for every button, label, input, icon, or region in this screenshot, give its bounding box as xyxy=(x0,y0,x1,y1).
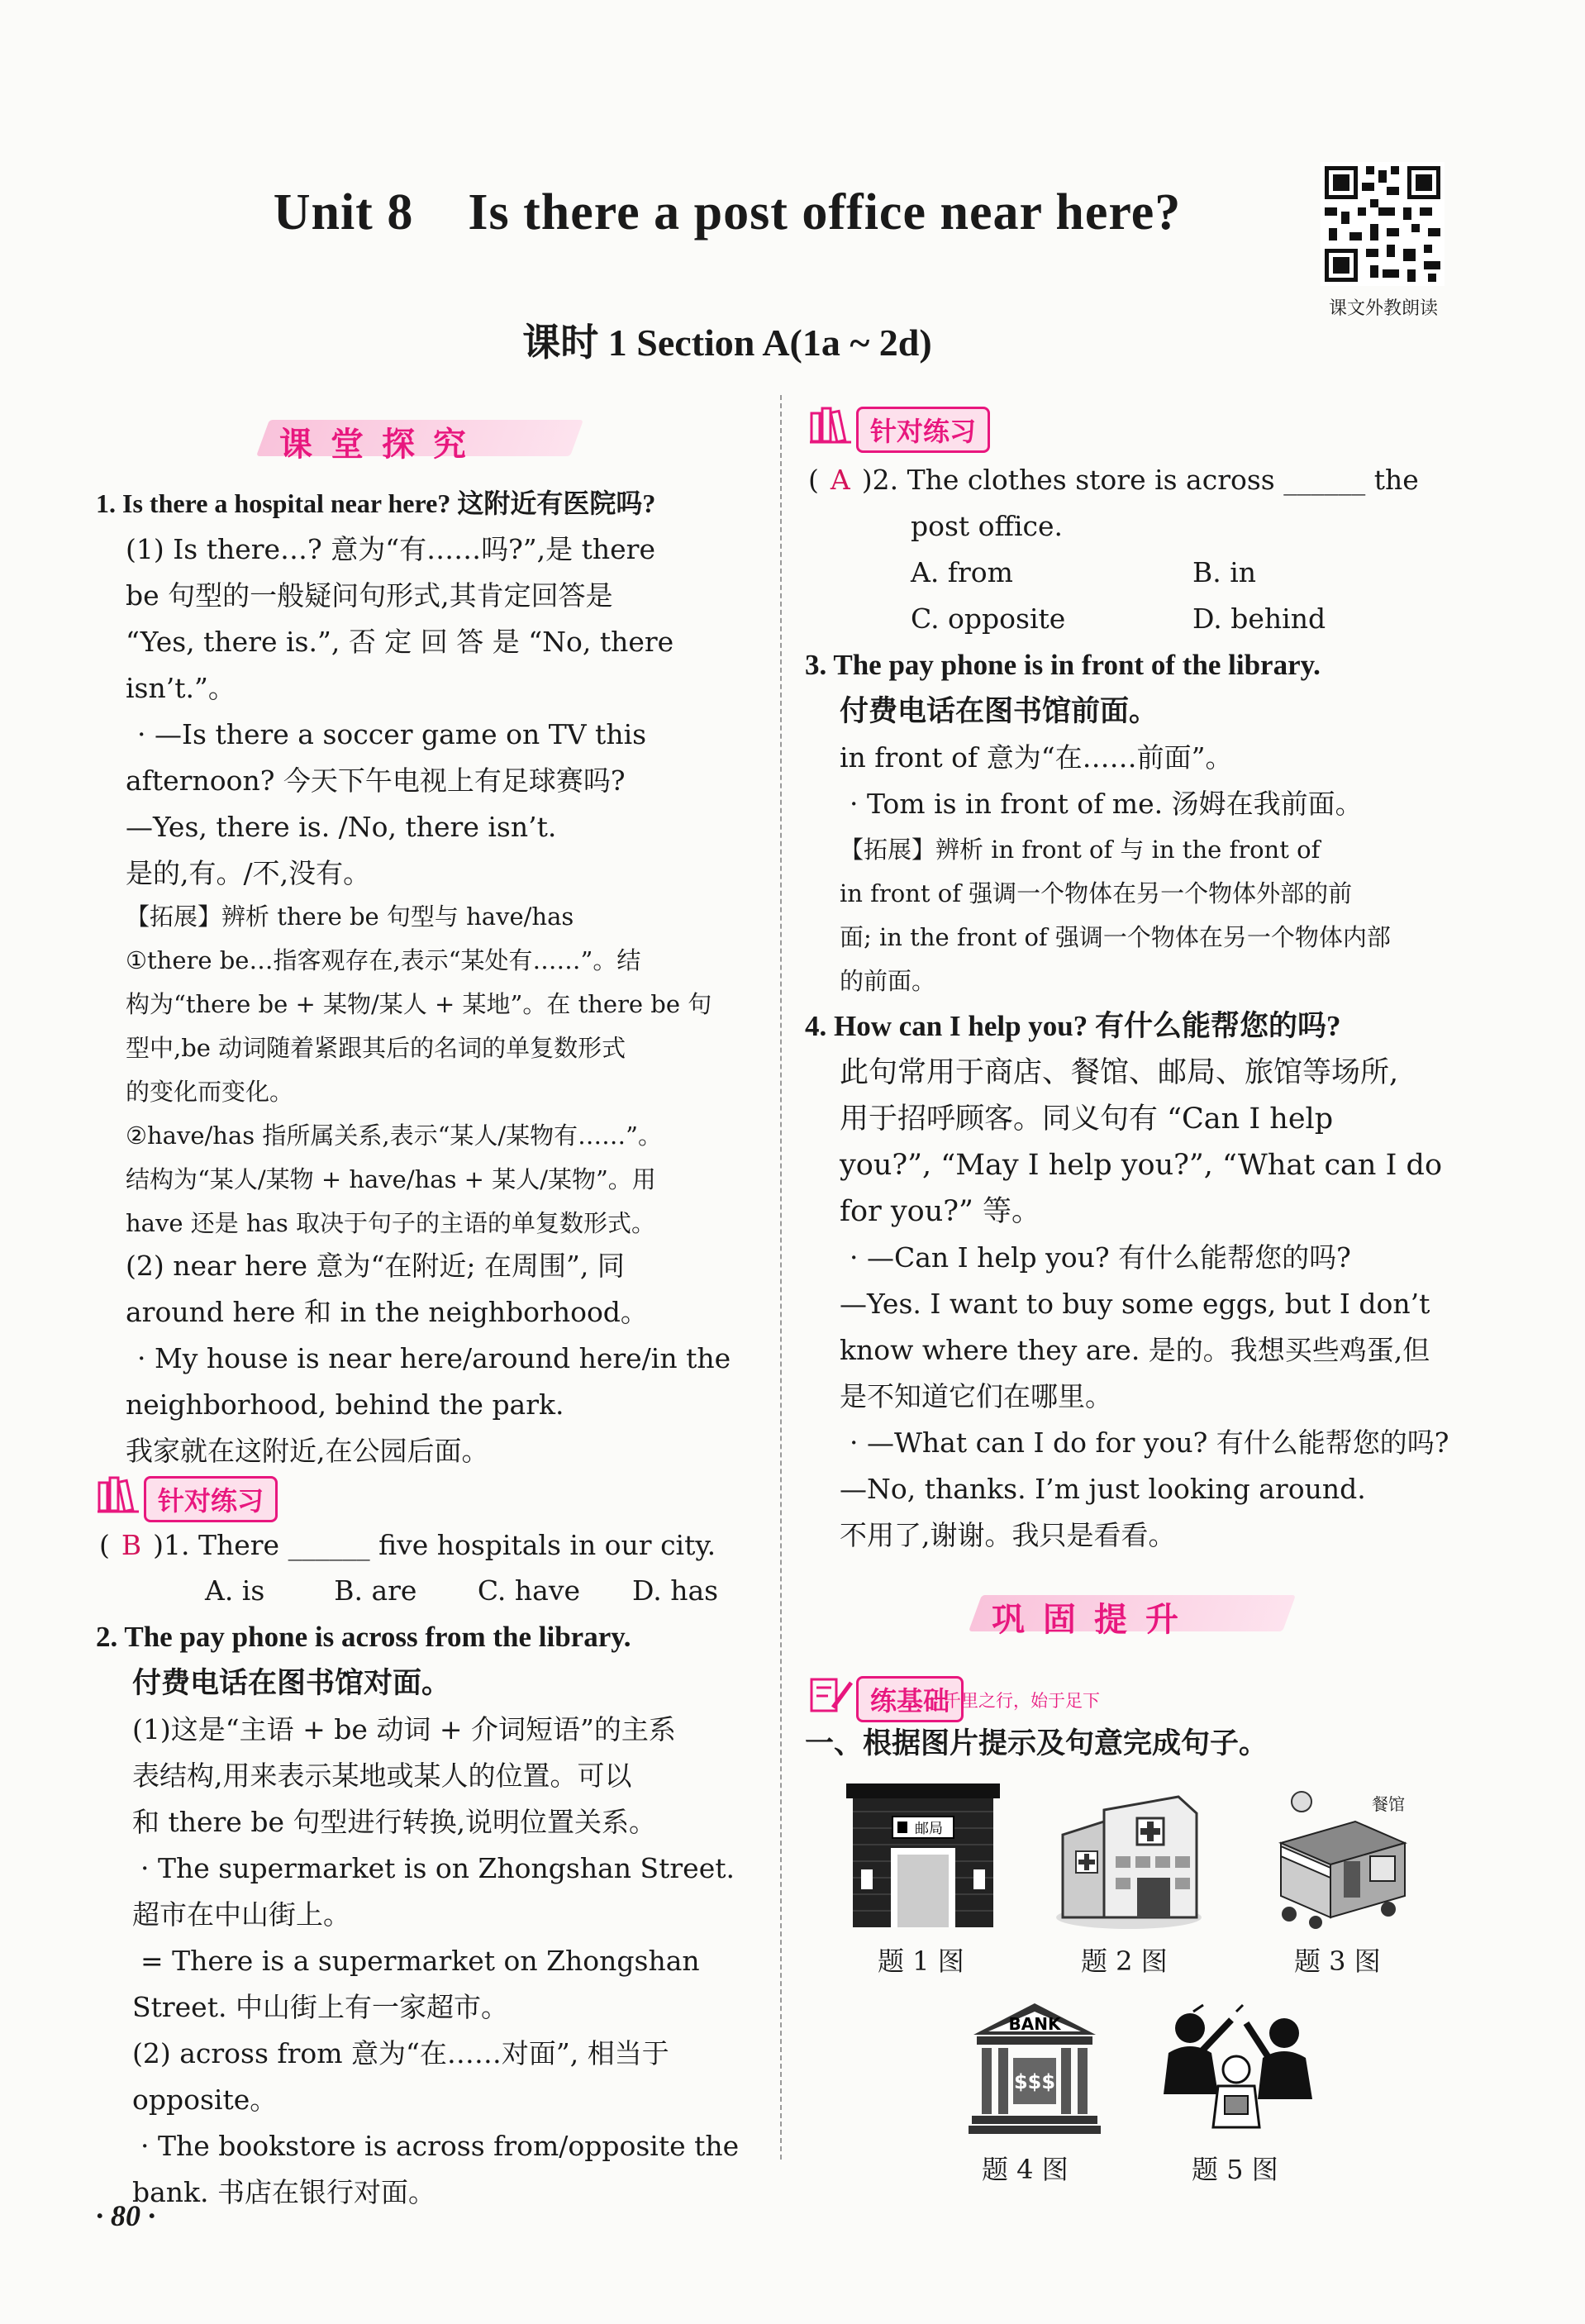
lesson-title: 课时 1 Section A(1a ~ 2d) xyxy=(522,321,932,364)
point-1-line: isn’t.”。 xyxy=(126,672,236,704)
example-line: Street. 中山街上有一家超市。 xyxy=(132,1991,508,2023)
extension-line: 结构为“某人/某物 + have/has + 某人/某物”。用 xyxy=(126,1165,656,1193)
point-2-line: opposite。 xyxy=(132,2084,278,2116)
books-icon xyxy=(808,405,854,445)
svg-text:餐馆: 餐馆 xyxy=(1372,1794,1405,1814)
qr-caption: 课文外教朗读 xyxy=(1328,298,1438,319)
extension-line: ②have/has 指所属关系,表示“某人/某物有……”。 xyxy=(126,1122,662,1150)
exercise-1[interactable]: ( B )1. There ______ five hospitals in our city. xyxy=(99,1529,716,1561)
example-line: · My house is near here/around here/in the xyxy=(137,1342,731,1374)
section-1-heading: 一、根据图片提示及句意完成句子。 xyxy=(805,1727,1268,1760)
extension-heading: 【拓展】辨析 in front of 与 in the front of xyxy=(840,836,1321,864)
example-line: afternoon? 今天下午电视上有足球赛吗? xyxy=(126,764,626,797)
example-line: 不用了,谢谢。我只是看看。 xyxy=(840,1519,1176,1551)
point-1-line: be 句型的一般疑问句形式,其肯定回答是 xyxy=(126,579,613,612)
extension-line: in front of 强调一个物体在另一个物体外部的前 xyxy=(840,879,1353,907)
example-line: —Yes, there is. /No, there isn’t. xyxy=(126,811,557,843)
point-1-line: (2) near here 意为“在附近; 在周围”, 同 xyxy=(126,1250,625,1282)
example-line: · —What can I do for you? 有什么能帮您的吗? xyxy=(850,1426,1449,1459)
example-line: 超市在中山街上。 xyxy=(132,1898,350,1931)
point-3-heading: 3. The pay phone is in front of the library. xyxy=(805,649,1321,681)
point-2-heading: 付费电话在图书馆对面。 xyxy=(132,1667,451,1699)
point-1-line: around here 和 in the neighborhood。 xyxy=(126,1296,648,1328)
extension-line: 型中,be 动词随着紧跟其后的名词的单复数形式 xyxy=(126,1034,626,1062)
extension-line: ①there be…指客观存在,表示“某处有……”。结 xyxy=(126,946,641,974)
svg-text:$$$: $$$ xyxy=(1013,2070,1056,2093)
picture-5-caption: 题 5 图 xyxy=(1192,2154,1278,2185)
example-line: · The supermarket is on Zhongshan Street. xyxy=(140,1852,735,1884)
post-office-icon xyxy=(846,1779,1000,1931)
point-1-line: “Yes, there is.”, 否 定 回 答 是 “No, there xyxy=(126,626,674,658)
extension-line: 构为“there be + 某物/某人 + 某地”。在 there be 句 xyxy=(126,990,712,1018)
svg-text:BANK: BANK xyxy=(1008,2014,1061,2034)
point-2-line: 表结构,用来表示某地或某人的位置。可以 xyxy=(132,1760,632,1792)
exercise-2-option-b[interactable]: B. in xyxy=(1192,556,1257,588)
exercise-2-option-c[interactable]: C. opposite xyxy=(911,602,1066,635)
example-line: —Yes. I want to buy some eggs, but I don’t xyxy=(840,1288,1430,1320)
point-4-line: 此句常用于商店、餐馆、邮局、旅馆等场所, xyxy=(840,1056,1399,1089)
example-line: · Tom is in front of me. 汤姆在我前面。 xyxy=(850,788,1363,820)
pencil-note-icon xyxy=(808,1674,854,1714)
example-line: 是的,有。/不,没有。 xyxy=(126,857,371,889)
picture-2-caption: 题 2 图 xyxy=(1081,1945,1168,1977)
example-line: know where they are. 是的。我想买些鸡蛋,但 xyxy=(840,1334,1430,1366)
bank-icon xyxy=(969,2000,1101,2136)
restaurant-icon xyxy=(1264,1785,1421,1931)
example-line: 我家就在这附近,在公园后面。 xyxy=(126,1435,489,1467)
thieves-icon xyxy=(1160,2003,1317,2136)
point-3-line: in front of 意为“在……前面”。 xyxy=(840,741,1233,774)
picture-1-caption: 题 1 图 xyxy=(878,1945,964,1977)
extension-heading: 【拓展】辨析 there be 句型与 have/has xyxy=(126,902,574,931)
example-line: 是不知道它们在哪里。 xyxy=(840,1380,1112,1412)
hospital-icon xyxy=(1054,1793,1203,1931)
books-icon xyxy=(96,1474,142,1514)
point-2-heading: 2. The pay phone is across from the library. xyxy=(96,1621,631,1653)
consolidate-banner: 巩固提升 xyxy=(992,1593,1197,1641)
exercise-2-line: post office. xyxy=(911,510,1064,542)
point-1-heading: 1. Is there a hospital near here? 这附近有医院吗? xyxy=(96,488,656,518)
picture-3-caption: 题 3 图 xyxy=(1294,1945,1381,1977)
svg-text:邮局: 邮局 xyxy=(915,1821,943,1837)
point-4-line: for you?” 等。 xyxy=(840,1195,1041,1228)
exercise-2-option-a[interactable]: A. from xyxy=(911,556,1013,588)
exercise-2-option-d[interactable]: D. behind xyxy=(1192,602,1326,635)
point-2-line: 和 there be 句型进行转换,说明位置关系。 xyxy=(132,1806,656,1838)
picture-4-caption: 题 4 图 xyxy=(982,2154,1069,2185)
qr-code-icon[interactable] xyxy=(1321,162,1445,286)
example-line: · —Can I help you? 有什么能帮您的吗? xyxy=(850,1241,1351,1274)
column-divider xyxy=(780,395,782,2160)
example-line: = There is a supermarket on Zhongshan xyxy=(140,1945,700,1977)
example-line: bank. 书店在银行对面。 xyxy=(132,2176,436,2208)
point-1-line: (1) Is there…? 意为“有……吗?”,是 there xyxy=(126,533,655,565)
example-line: · The bookstore is across from/opposite the xyxy=(140,2130,740,2162)
point-2-line: (2) across from 意为“在……对面”, 相当于 xyxy=(132,2037,669,2069)
point-2-line: (1)这是“主语 + be 动词 + 介词短语”的主系 xyxy=(132,1713,676,1745)
point-4-heading: 4. How can I help you? 有什么能帮您的吗? xyxy=(805,1010,1341,1042)
unit-title: Unit 8 Is there a post office near here? xyxy=(273,184,1182,240)
explore-banner: 课堂探究 xyxy=(279,418,484,465)
extension-line: 的前面。 xyxy=(840,967,936,995)
page-number: · 80 · xyxy=(96,2199,155,2232)
exercise-1-options[interactable]: A. is B. are C. have D. has xyxy=(205,1574,719,1607)
point-4-line: 用于招呼顾客。同义句有 “Can I help xyxy=(840,1102,1334,1136)
basic-note: 千里之行，始于足下 xyxy=(944,1691,1100,1711)
exercise-2[interactable]: ( A )2. The clothes store is across ______ the xyxy=(808,464,1419,496)
example-line: neighborhood, behind the park. xyxy=(126,1388,564,1421)
example-line: —No, thanks. I’m just looking around. xyxy=(840,1473,1366,1505)
extension-line: 面; in the front of 强调一个物体在另一个物体内部 xyxy=(840,923,1391,951)
extension-line: 的变化而变化。 xyxy=(126,1078,294,1106)
extension-line: have 还是 has 取决于句子的主语的单复数形式。 xyxy=(126,1209,656,1237)
point-4-line: you?”, “May I help you?”, “What can I do xyxy=(840,1149,1443,1182)
example-line: · —Is there a soccer game on TV this xyxy=(137,718,647,750)
point-3-heading: 付费电话在图书馆前面。 xyxy=(840,695,1159,727)
